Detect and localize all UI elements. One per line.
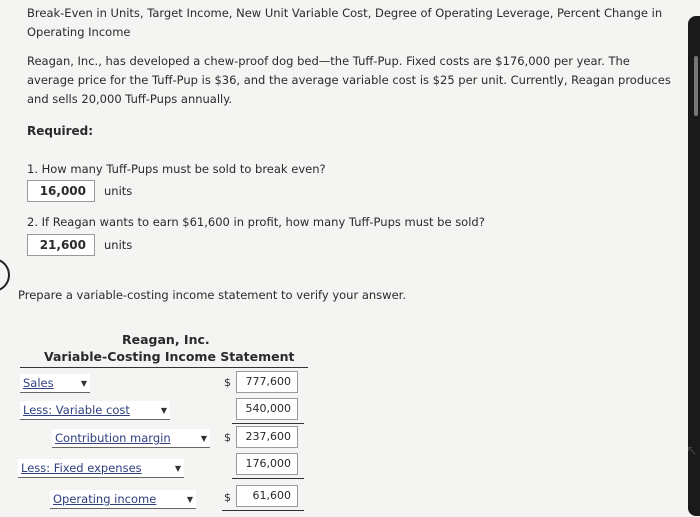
question-2-text: 2. If Reagan wants to earn $61,600 in profit, how many Tuff-Pups must be sold? bbox=[27, 215, 485, 229]
question-1-answer-row bbox=[27, 180, 132, 202]
operating-income-dollar-sign: $ bbox=[224, 491, 231, 504]
caret-down-icon: ▼ bbox=[200, 433, 207, 443]
scrollbar-thumb[interactable] bbox=[694, 56, 698, 116]
question-1-unit-label: units bbox=[104, 184, 133, 198]
caret-down-icon: ▼ bbox=[80, 378, 87, 388]
operating-income-double-rule bbox=[222, 510, 304, 511]
fixed-expenses-select[interactable] bbox=[18, 459, 184, 478]
contribution-margin-dollar-sign: $ bbox=[224, 431, 231, 444]
operating-income-select-label: Operating income bbox=[53, 492, 157, 506]
contribution-margin-amount-input[interactable]: 237,600 bbox=[236, 426, 298, 448]
sales-select-label: Sales bbox=[23, 376, 54, 390]
sales-amount-input[interactable]: 777,600 bbox=[236, 371, 298, 393]
variable-cost-select-label: Less: Variable cost bbox=[23, 403, 130, 417]
operating-income-amount-input[interactable]: 61,600 bbox=[236, 485, 298, 507]
required-label: Required: bbox=[27, 124, 94, 138]
left-edge-curve bbox=[0, 258, 10, 292]
sales-select[interactable] bbox=[20, 374, 90, 393]
question-2-answer-input[interactable]: 21,600 bbox=[27, 234, 95, 256]
prepare-instruction: Prepare a variable-costing income statement to verify your answer. bbox=[18, 288, 406, 302]
caret-down-icon: ▼ bbox=[186, 494, 193, 504]
variable-cost-rule bbox=[232, 423, 304, 424]
statement-company: Reagan, Inc. bbox=[122, 332, 210, 347]
window-edge-bar bbox=[688, 16, 700, 516]
statement-title-rule bbox=[20, 367, 308, 368]
contribution-margin-select[interactable] bbox=[52, 429, 210, 448]
question-2-answer-row bbox=[27, 234, 132, 256]
contribution-margin-select-label: Contribution margin bbox=[55, 431, 171, 445]
question-1-answer-input[interactable]: 16,000 bbox=[27, 180, 95, 202]
fixed-expenses-amount-input[interactable]: 176,000 bbox=[236, 453, 298, 475]
mouse-pointer-icon: ↖ bbox=[686, 443, 698, 459]
problem-intro: Reagan, Inc., has developed a chew-proof dog bed—the Tuff-Pup. Fixed costs are $176,000 per year. The average price for the Tuff-Pup is $36, and the average variable cost is $25 per unit. Currently, Reagan produces and sells 20,000 Tuff-Pups annually. bbox=[27, 54, 671, 106]
caret-down-icon: ▼ bbox=[174, 463, 181, 473]
operating-income-select[interactable] bbox=[50, 490, 196, 509]
fixed-expenses-rule bbox=[232, 478, 304, 479]
statement-title: Variable-Costing Income Statement bbox=[44, 349, 295, 364]
variable-cost-amount-input[interactable]: 540,000 bbox=[236, 398, 298, 420]
variable-cost-select[interactable] bbox=[20, 401, 170, 420]
problem-title: Break-Even in Units, Target Income, New Unit Variable Cost, Degree of Operating Leverage, Percent Change in Operating Income bbox=[27, 6, 663, 39]
sales-dollar-sign: $ bbox=[224, 376, 231, 389]
question-2-unit-label: units bbox=[104, 238, 133, 252]
question-1-text: 1. How many Tuff-Pups must be sold to break even? bbox=[27, 162, 326, 176]
caret-down-icon: ▼ bbox=[160, 405, 167, 415]
fixed-expenses-select-label: Less: Fixed expenses bbox=[21, 461, 142, 475]
